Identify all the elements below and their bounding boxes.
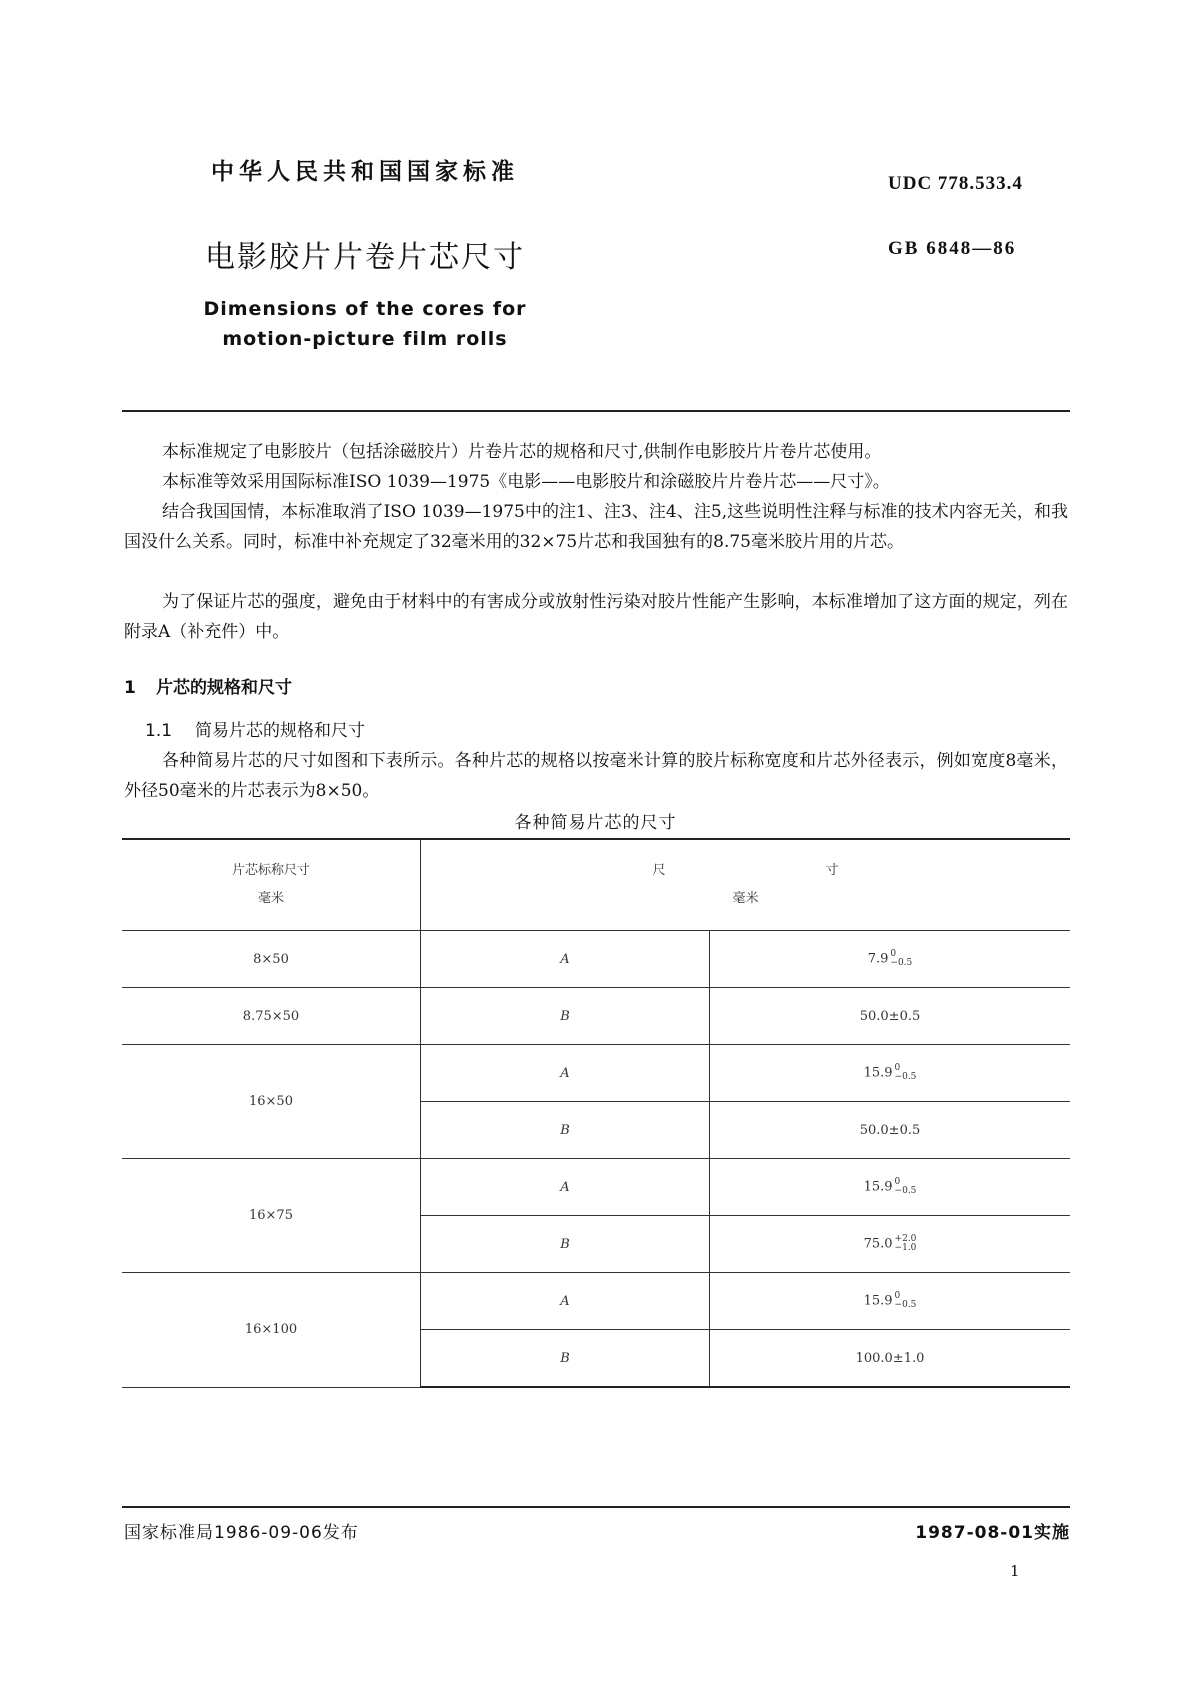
intro-paragraph-2: 本标准等效采用国际标准ISO 1039—1975《电影——电影胶片和涂磁胶片片卷片芯——尺寸》。 <box>162 472 890 492</box>
table-row <box>122 1159 1070 1216</box>
value-text: 15.9 <box>863 1293 893 1309</box>
dim-cell: B <box>421 1102 710 1159</box>
header-col-spec <box>122 839 421 931</box>
section-1-heading <box>124 673 292 698</box>
header-spec-label: 片芯标称尺寸 <box>231 863 310 878</box>
value-text: 50.0±0.5 <box>859 1122 921 1138</box>
dim-cell: A <box>421 1045 710 1102</box>
tolerance-upper: 0 <box>890 949 897 959</box>
spec-cell: 16×75 <box>122 1159 421 1273</box>
tolerance-lower: −0.5 <box>894 1186 917 1196</box>
header-dimension-unit: 毫米 <box>732 891 759 906</box>
spec-cell: 16×50 <box>122 1045 421 1159</box>
tolerance-lower: −0.5 <box>890 958 913 968</box>
page-title: 电影胶片片卷片芯尺寸 <box>205 240 525 275</box>
tolerance <box>895 1292 917 1310</box>
footer-divider <box>122 1506 1070 1508</box>
effective-date: 1987-08-01实施 <box>915 1523 1070 1543</box>
value-cell <box>710 931 1071 988</box>
table-header-row <box>122 839 1070 931</box>
section-title: 片芯的规格和尺寸 <box>156 678 292 698</box>
tolerance <box>895 1178 917 1196</box>
tolerance-upper: +2.0 <box>894 1234 917 1244</box>
tolerance-upper: 0 <box>894 1177 901 1187</box>
dim-cell: B <box>421 1330 710 1388</box>
header-divider <box>122 410 1070 412</box>
table-caption: 各种简易片芯的尺寸 <box>514 813 677 833</box>
english-title-line1: Dimensions of the cores for <box>203 298 527 320</box>
spec-cell: 8.75×50 <box>122 988 421 1045</box>
issue-date: 国家标准局1986-09-06发布 <box>124 1523 359 1543</box>
value-cell <box>710 988 1071 1045</box>
intro-paragraph-4: 为了保证片芯的强度，避免由于材料中的有害成分或放射性污染对胶片性能产生影响，本标准增加了这方面的规定，列在附录A（补充件）中。 <box>124 592 1068 642</box>
value-cell <box>710 1102 1071 1159</box>
dim-cell: A <box>421 1159 710 1216</box>
header-dimension-char1: 尺 <box>652 863 666 878</box>
value-text: 100.0±1.0 <box>855 1350 925 1366</box>
value-cell <box>710 1273 1071 1330</box>
value-text: 7.9 <box>867 951 889 967</box>
header-dimension-label <box>421 857 1070 885</box>
value-cell <box>710 1159 1071 1216</box>
intro-paragraph-3: 结合我国国情，本标准取消了ISO 1039—1975中的注1、注3、注4、注5,这些说明性注释与标准的技术内容无关，和我国没什么关系。同时，标准中补充规定了32毫米用的32×75片芯和我国独有的8.75毫米胶片用的片芯。 <box>124 502 1068 552</box>
english-title-line2: motion-picture film rolls <box>222 328 508 350</box>
tolerance-lower: −1.0 <box>894 1243 917 1253</box>
section-1-1-body: 各种简易片芯的尺寸如图和下表所示。各种片芯的规格以按毫米计算的胶片标称宽度和片芯外径表示，例如宽度8毫米，外径50毫米的片芯表示为8×50。 <box>124 751 1068 801</box>
table-row <box>122 1045 1070 1102</box>
section-number: 1 <box>124 678 136 698</box>
tolerance-lower: −0.5 <box>894 1300 917 1310</box>
header-spec-unit: 毫米 <box>257 891 284 906</box>
section-1-1-heading <box>145 716 365 741</box>
value-text: 50.0±0.5 <box>859 1008 921 1024</box>
tolerance <box>895 1235 917 1253</box>
value-cell <box>710 1216 1071 1273</box>
table-row <box>122 931 1070 988</box>
tolerance <box>895 1064 917 1082</box>
tolerance <box>890 950 912 968</box>
tolerance-upper: 0 <box>894 1063 901 1073</box>
value-text: 15.9 <box>863 1179 893 1195</box>
gb-number: GB 6848—86 <box>888 238 1017 259</box>
header-col-dimension <box>421 839 1071 931</box>
value-text: 15.9 <box>863 1065 893 1081</box>
subsection-number: 1.1 <box>145 721 173 741</box>
spec-cell: 8×50 <box>122 931 421 988</box>
udc-code: UDC 778.533.4 <box>888 173 1023 194</box>
dimensions-table <box>122 838 1070 1388</box>
table-row <box>122 988 1070 1045</box>
tolerance-lower: −0.5 <box>894 1072 917 1082</box>
dim-cell: A <box>421 1273 710 1330</box>
value-cell <box>710 1330 1071 1388</box>
standard-header: 中华人民共和国国家标准 <box>211 159 519 185</box>
spec-cell: 16×100 <box>122 1273 421 1388</box>
header-dimension-char2: 寸 <box>825 863 839 878</box>
dim-cell: A <box>421 931 710 988</box>
subsection-title: 简易片芯的规格和尺寸 <box>195 721 365 741</box>
dim-cell: B <box>421 988 710 1045</box>
table-row <box>122 1273 1070 1330</box>
intro-paragraph-1: 本标准规定了电影胶片（包括涂磁胶片）片卷片芯的规格和尺寸,供制作电影胶片片卷片芯使用。 <box>162 442 882 462</box>
value-cell <box>710 1045 1071 1102</box>
tolerance-upper: 0 <box>894 1291 901 1301</box>
dim-cell: B <box>421 1216 710 1273</box>
page-number: 1 <box>1010 1562 1020 1580</box>
value-text: 75.0 <box>863 1236 893 1252</box>
